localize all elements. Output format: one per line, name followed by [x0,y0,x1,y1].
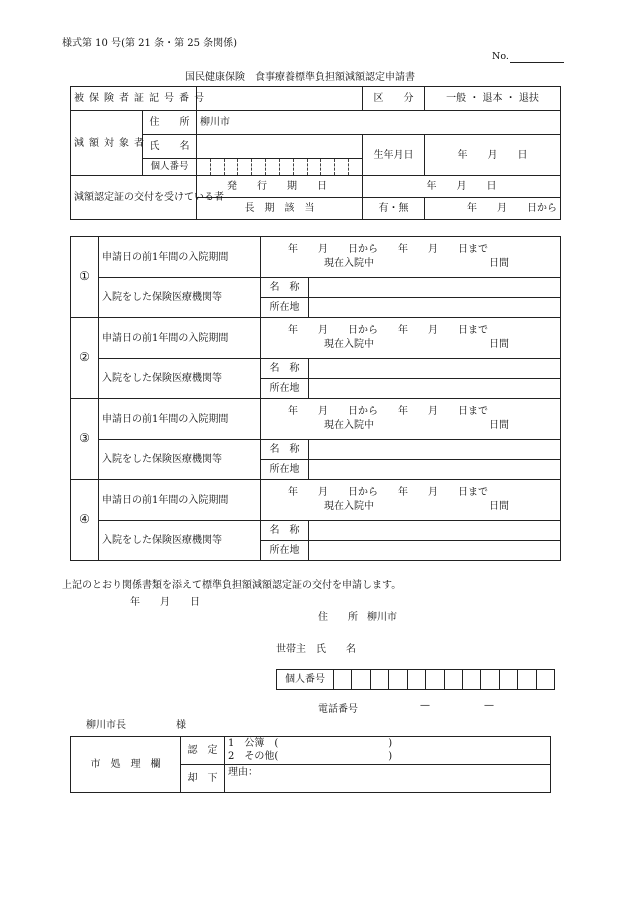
institution-location-label: 所在地 [261,460,309,480]
householder-personal-number[interactable] [276,669,555,690]
institution-name-label: 名 称 [261,278,309,298]
currently-hospitalized-label: 現在入院中 [324,420,374,431]
document-number-field[interactable] [510,62,564,63]
period-field[interactable] [261,318,561,359]
no-label: No. [492,51,509,62]
days-label: 日間 [489,420,509,431]
institution-label: 入院をした保険医療機関等 [99,359,261,399]
issue-date-label: 発 行 期 日 [197,176,363,198]
applicant-info-table [70,86,561,220]
institution-name-field[interactable] [309,359,561,379]
phone-separator-1: — [420,700,430,711]
form-number: 様式第 10 号(第 21 条・第 25 条関係) [62,38,238,49]
currently-hospitalized-label: 現在入院中 [324,339,374,350]
period-line-1: 年 月 日から 年 月 日まで [288,406,488,417]
period-label: 申請日の前1年間の入院期間 [99,480,261,521]
institution-label: 入院をした保険医療機関等 [99,278,261,318]
block-number: ④ [71,480,99,561]
approve-line-1: 1 公簿 ( ) [228,738,393,749]
birthdate-label: 生年月日 [363,135,425,176]
application-date[interactable]: 年 月 日 [130,597,200,608]
reject-label: 却 下 [181,765,225,793]
applicant-address-label: 住 所 [318,612,358,623]
applicant-address-value[interactable]: 柳川市 [367,612,397,623]
period-line-1: 年 月 日から 年 月 日まで [288,325,488,336]
period-field[interactable] [261,237,561,278]
period-field[interactable] [261,480,561,521]
institution-location-label: 所在地 [261,298,309,318]
form-title: 国民健康保険 食事療養標準負担額減額認定申請書 [185,72,415,83]
declaration-text: 上記のとおり関係書類を添えて標準負担額減額認定証の交付を申請します。 [62,580,402,591]
period-line-1: 年 月 日から 年 月 日まで [288,244,488,255]
institution-label: 入院をした保険医療機関等 [99,440,261,480]
birthdate-field[interactable]: 年 月 日 [425,135,561,176]
institution-name-field[interactable] [309,278,561,298]
phone-separator-2: — [484,700,494,711]
document-number-label [492,51,509,62]
reject-reason-field[interactable] [225,765,551,793]
institution-location-field[interactable] [309,460,561,480]
insured-number-field[interactable] [197,87,363,111]
office-processing-table [70,736,551,793]
category-options[interactable]: 一般 ・ 退本 ・ 退扶 [425,87,561,111]
institution-label: 入院をした保険医療機関等 [99,521,261,561]
institution-location-label: 所在地 [261,541,309,561]
currently-hospitalized-label: 現在入院中 [324,501,374,512]
institution-location-field[interactable] [309,379,561,399]
householder-name-field[interactable] [380,638,550,654]
block-number: ① [71,237,99,318]
target-personal-number-label: 個人番号 [143,159,197,176]
period-line-1: 年 月 日から 年 月 日まで [288,487,488,498]
householder-name-label: 世帯主 氏 名 [276,644,356,655]
phone-label: 電話番号 [318,704,358,715]
category-label: 区 分 [363,87,425,111]
days-label: 日間 [489,501,509,512]
institution-location-field[interactable] [309,541,561,561]
office-label: 市 処 理 欄 [71,737,181,793]
period-label: 申請日の前1年間の入院期間 [99,237,261,278]
issue-date-field[interactable]: 年 月 日 [363,176,561,198]
target-personal-number-field[interactable] [197,159,363,176]
institution-location-field[interactable] [309,298,561,318]
target-name-label: 氏 名 [143,135,197,159]
institution-name-label: 名 称 [261,521,309,541]
approve-field[interactable] [225,737,551,765]
reason-label: 理由： [228,767,258,778]
target-person-label: 減額対象者 [71,111,143,176]
institution-name-label: 名 称 [261,359,309,379]
insured-number-label: 被保険者証記号番号 [71,87,197,111]
block-number: ③ [71,399,99,480]
days-label: 日間 [489,258,509,269]
institution-location-label: 所在地 [261,379,309,399]
institution-name-label: 名 称 [261,440,309,460]
period-field[interactable] [261,399,561,440]
period-label: 申請日の前1年間の入院期間 [99,318,261,359]
days-label: 日間 [489,339,509,350]
target-address-value[interactable]: 柳川市 [197,111,561,135]
approve-line-2: 2 その他( ) [228,750,393,762]
institution-name-field[interactable] [309,440,561,460]
target-name-field[interactable] [197,135,363,159]
currently-hospitalized-label: 現在入院中 [324,258,374,269]
approve-label: 認 定 [181,737,225,765]
institution-name-field[interactable] [309,521,561,541]
recipient: 柳川市長 様 [86,720,186,731]
long-term-options[interactable]: 有・無 [363,198,425,220]
target-address-label: 住 所 [143,111,197,135]
block-number: ② [71,318,99,399]
certificate-holder-label: 減額認定証の交付を受けている者 [71,176,197,220]
long-term-date[interactable]: 年 月 日から [425,198,561,220]
long-term-label: 長 期 該 当 [197,198,363,220]
hospital-periods-table [70,236,561,561]
householder-personal-number-label: 個人番号 [277,670,334,689]
period-label: 申請日の前1年間の入院期間 [99,399,261,440]
